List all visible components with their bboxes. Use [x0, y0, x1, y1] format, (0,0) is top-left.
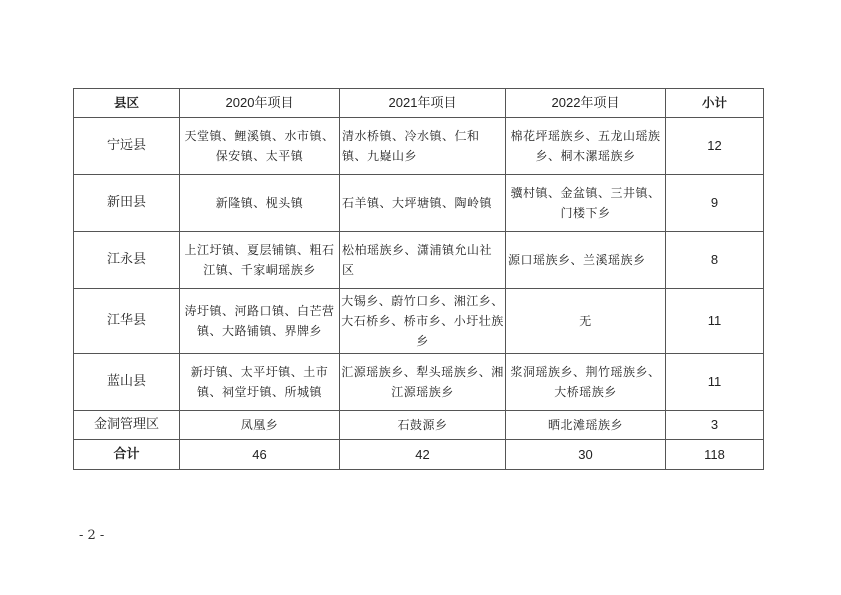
projects-2021-cell: 汇源瑶族乡、犁头瑶族乡、湘江源瑶族乡	[340, 354, 506, 411]
projects-2021-cell: 清水桥镇、冷水镇、仁和镇、九嶷山乡	[340, 118, 506, 175]
table-row	[74, 411, 764, 440]
subtotal-cell: 8	[666, 232, 764, 289]
page-number: - 2 -	[79, 528, 105, 543]
county-cell: 江华县	[74, 289, 180, 354]
projects-2022-cell: 骥村镇、金盆镇、三井镇、门楼下乡	[506, 175, 666, 232]
projects-2022-cell: 浆洞瑶族乡、荆竹瑶族乡、大桥瑶族乡	[506, 354, 666, 411]
subtotal-cell: 3	[666, 411, 764, 440]
projects-2020-cell: 新圩镇、太平圩镇、土市镇、祠堂圩镇、所城镇	[180, 354, 340, 411]
subtotal-cell: 9	[666, 175, 764, 232]
projects-2020-cell: 新隆镇、枧头镇	[180, 175, 340, 232]
header-2020: 2020年项目	[180, 89, 340, 118]
table-row	[74, 232, 764, 289]
header-subtotal: 小计	[666, 89, 764, 118]
projects-2022-cell: 无	[506, 289, 666, 354]
table-header-row	[74, 89, 764, 118]
subtotal-cell: 11	[666, 289, 764, 354]
project-table	[73, 88, 764, 470]
total-2022: 30	[506, 440, 666, 470]
county-cell: 金洞管理区	[74, 411, 180, 440]
header-2022: 2022年项目	[506, 89, 666, 118]
county-cell: 新田县	[74, 175, 180, 232]
county-cell: 蓝山县	[74, 354, 180, 411]
total-label: 合计	[74, 440, 180, 470]
table-row	[74, 118, 764, 175]
total-2020: 46	[180, 440, 340, 470]
subtotal-cell: 12	[666, 118, 764, 175]
table-row	[74, 354, 764, 411]
projects-2021-cell: 石羊镇、大坪塘镇、陶岭镇	[340, 175, 506, 232]
table-row	[74, 175, 764, 232]
projects-2020-cell: 凤凰乡	[180, 411, 340, 440]
county-cell: 江永县	[74, 232, 180, 289]
projects-2022-cell: 源口瑶族乡、兰溪瑶族乡	[506, 232, 666, 289]
total-row	[74, 440, 764, 470]
county-cell: 宁远县	[74, 118, 180, 175]
header-2021: 2021年项目	[340, 89, 506, 118]
projects-2022-cell: 棉花坪瑶族乡、五龙山瑶族乡、桐木漯瑶族乡	[506, 118, 666, 175]
header-county: 县区	[74, 89, 180, 118]
table-row	[74, 289, 764, 354]
projects-2021-cell: 大锡乡、蔚竹口乡、湘江乡、大石桥乡、桥市乡、小圩壮族乡	[340, 289, 506, 354]
projects-2020-cell: 上江圩镇、夏层铺镇、粗石江镇、千家峒瑶族乡	[180, 232, 340, 289]
projects-2021-cell: 松柏瑶族乡、潇浦镇允山社区	[340, 232, 506, 289]
projects-2020-cell: 涛圩镇、河路口镇、白芒营镇、大路铺镇、界牌乡	[180, 289, 340, 354]
total-subtotal: 118	[666, 440, 764, 470]
projects-2022-cell: 晒北滩瑶族乡	[506, 411, 666, 440]
total-2021: 42	[340, 440, 506, 470]
projects-2020-cell: 天堂镇、鲤溪镇、水市镇、保安镇、太平镇	[180, 118, 340, 175]
subtotal-cell: 11	[666, 354, 764, 411]
projects-2021-cell: 石鼓源乡	[340, 411, 506, 440]
